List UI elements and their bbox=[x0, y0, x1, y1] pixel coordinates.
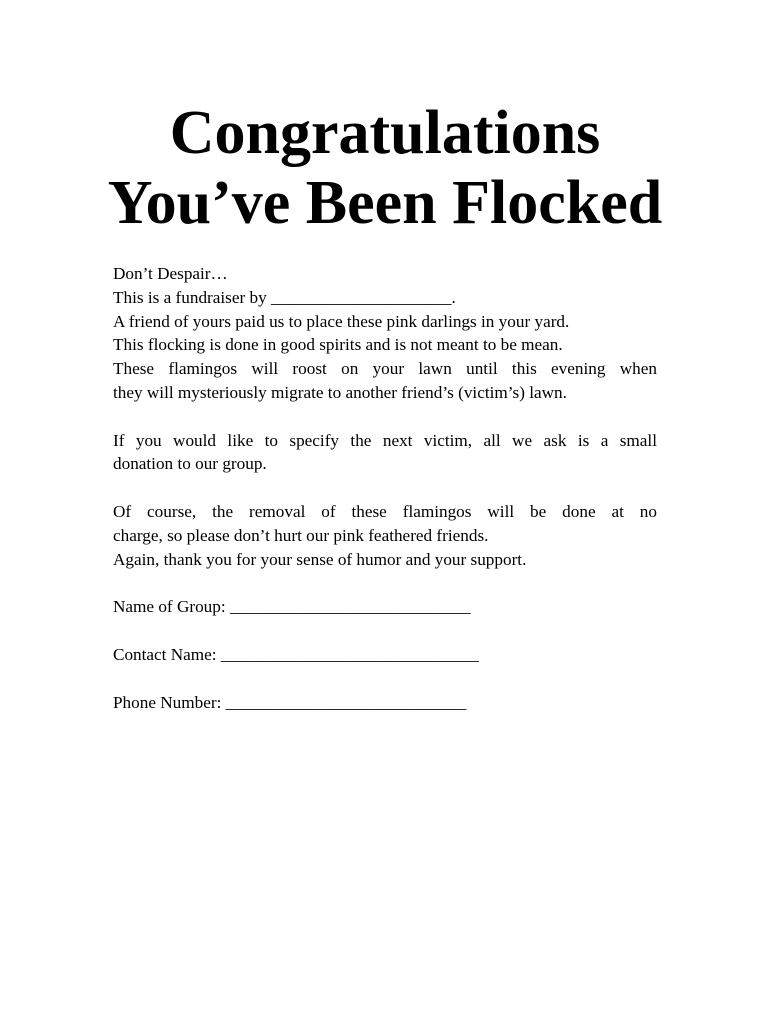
next-victim-paragraph bbox=[113, 429, 657, 477]
title-line-congratulations: Congratulations bbox=[169, 99, 601, 167]
phone-number-field: Phone Number: ____________________________ bbox=[113, 692, 467, 712]
contact-name-field: Contact Name: ______________________________ bbox=[113, 644, 479, 664]
removal-line: charge, so please don’t hurt our pink feathered friends. bbox=[113, 525, 489, 545]
removal-line: Again, thank you for your sense of humor and your support. bbox=[113, 549, 527, 569]
paragraph-spacer bbox=[113, 476, 657, 500]
paragraph-spacer bbox=[113, 405, 657, 429]
paragraph-spacer bbox=[113, 571, 657, 595]
field-spacer bbox=[113, 619, 657, 643]
victim-line: donation to our group. bbox=[113, 454, 267, 474]
field-spacer bbox=[113, 667, 657, 691]
intro-paragraph bbox=[113, 262, 657, 405]
title-line-flocked: You’ve Been Flocked bbox=[107, 169, 663, 237]
fundraiser-line: This is a fundraiser by _____________________. bbox=[113, 287, 456, 307]
intro-line: These flamingos will roost on your lawn until this evening when bbox=[113, 359, 657, 379]
removal-line: Of course, the removal of these flamingos will be done at no bbox=[113, 501, 657, 521]
document-body bbox=[113, 262, 657, 715]
intro-line: This flocking is done in good spirits and is not meant to be mean. bbox=[113, 335, 563, 355]
intro-line: Don’t Despair… bbox=[113, 264, 228, 283]
group-name-field: Name of Group: ____________________________ bbox=[113, 597, 471, 617]
intro-line: A friend of yours paid us to place these pink darlings in your yard. bbox=[113, 311, 570, 331]
page-title bbox=[0, 98, 770, 238]
victim-line: If you would like to specify the next victim, all we ask is a small bbox=[113, 430, 657, 450]
removal-paragraph bbox=[113, 500, 657, 571]
intro-line: they will mysteriously migrate to another friend’s (victim’s) lawn. bbox=[113, 382, 567, 402]
